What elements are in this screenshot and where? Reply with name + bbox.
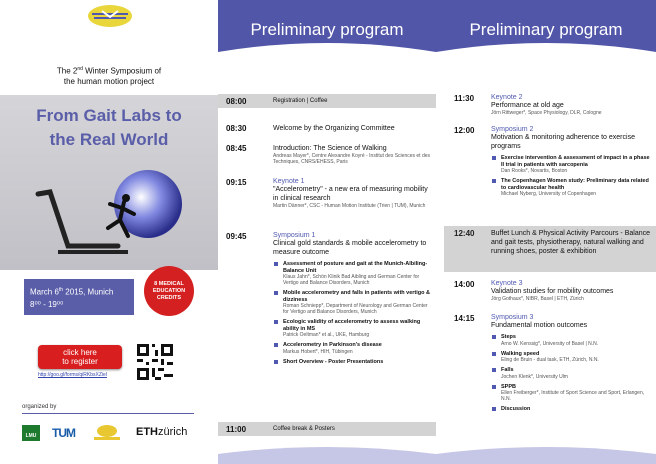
organizer-logos — [22, 425, 200, 443]
talk-item: The Copenhagen Women study: Preliminary data related to cardiovascular health Michael Nyberg, University of Copenhagen — [491, 178, 651, 197]
credits-badge: 8 MEDICAL EDUCATION CREDITS — [144, 266, 194, 316]
panel-title: Preliminary program — [469, 20, 623, 39]
talk-item: Short Overview - Poster Presentations — [273, 359, 433, 366]
talk-item: Discussion — [491, 406, 651, 413]
program-panel-afternoon: Preliminary program 11:30 Keynote 2 Performance at old age Jörn Rittweger*, Space Physiology, DLR, Cologne 12:00 Symposium 2 Motivation & monitoring adherence to exercise programs Exercise intervention & assessment of impact in a phase II trial in patients with sarcopenia Dan Rooks*, Novartis, Boston The Copenhagen Women study: Preliminary data related to cardiovascular health Michael Nyberg, University of Copenhagen 12:40 Buffet Lunch & Physical Activity Parcours - Balance and gait tests, physiotherapy, natural walking and running shoes, poster & exhibition 14:00 Keynote 3 Validation studies for mobility outcomes Jörg Gothaux*, NIBR, Basel | ETH, Zürich 14:15 Symposium 3 Fundamental motion outcomes Steps Arno W. Kenssig*, University of Basel | N.N. Walking speed Eling de Bruin - dual task, ETH, Zürich, N.N. Falls Jochen Klenk*, University Ulm SPPB Ellen Freiberger*, Institute of Sport Science and Sport, Erlangen, N.N. Discussion — [436, 0, 656, 464]
talk-item: Falls Jochen Klenk*, University Ulm — [491, 367, 651, 380]
symposium-heading: The 2nd Winter Symposium of the human motion project — [56, 66, 162, 86]
event-date: March 6th 2015, Munich 8⁰⁰ - 19⁰⁰ — [24, 279, 134, 315]
talk-item: Mobile accelerometry and falls in patients with vertigo & dizziness Roman Schniepp*, Department of Neurology and German Center for Vertigo and Balance Disorders, Munich — [273, 290, 433, 315]
hmp-logo — [84, 3, 136, 29]
talk-item: Exercise intervention & assessment of impact in a phase II trial in patients with sarcopenia Dan Rooks*, Novartis, Boston — [491, 155, 651, 174]
talk-item: Ecologic validity of accelerometry to assess walking ability in MS Patrick Oeltman* et al., UKE, Hamburg — [273, 319, 433, 338]
panel-title: Preliminary program — [250, 20, 404, 39]
talk-item: Walking speed Eling de Bruin - dual task, ETH, Zürich, N.N. — [491, 351, 651, 364]
register-link[interactable]: http://goo.gl/forms/qiRKbsXZiel — [38, 372, 107, 378]
event-title: From Gait Labs to the Real World — [36, 106, 182, 149]
program-panel-morning: Preliminary program 08:00 Registration | Coffee 08:30 Welcome by the Organizing Committee 08:45 Introduction: The Science of Walking Andreas Mayer*, Centre Alexandre Koyré - Institut des Sciences et des Techniques, CNRS/EHESS, Paris 09:15 Keynote 1 "Accelerometry" - a new era of measuring mobility in clinical research Martin Dänner*, CSC - Human Motion Institute (Trien | TUM), Munich 09:45 Symposium 1 Clinical gold standards & mobile accelerometry to measure outcome Assessment of posture and gait at the Munich-Albiling-Balance Unit Klaus Jahn*, Schön Klinik Bad Aibling and German Center for Vertigo and Balance Disorders, Munich Mobile accelerometry and falls in patients with vertigo & dizziness Roman Schniepp*, Department of Neurology and German Center for Vertigo and Balance Disorders, Munich Ecologic validity of accelerometry to assess walking ability in MS Patrick Oeltman* et al., UKE, Hamburg Accelerometry in Parkinson's disease Markus Hobert*, HIH, Tübingen Short Overview - Poster Presentations 11:00 Coffee break & Posters — [218, 0, 436, 464]
cover-panel — [0, 0, 218, 464]
talk-item: Steps Arno W. Kenssig*, University of Basel | N.N. — [491, 334, 651, 347]
schedule-item: 08:00 Registration | Coffee — [218, 94, 436, 108]
divider — [22, 413, 194, 414]
tum-logo: TUM — [52, 426, 75, 440]
partner-logo — [92, 425, 122, 441]
lmu-logo: LMU — [22, 425, 40, 441]
eth-logo: ETHzürich — [136, 426, 188, 438]
header-wave — [218, 38, 436, 62]
register-button[interactable]: click here to register — [38, 345, 122, 369]
talk-item: Assessment of posture and gait at the Munich-Albiling-Balance Unit Klaus Jahn*, Schön Klinik Bad Aibling and German Center for Vertigo and Balance Disorders, Munich — [273, 261, 433, 286]
treadmill-globe-illustration — [28, 168, 198, 260]
footer-wave — [436, 442, 656, 464]
qr-code[interactable] — [137, 344, 173, 380]
lunch-block: 12:40 Buffet Lunch & Physical Activity Parcours - Balance and gait tests, physiotherapy, natural walking and running shoes, poster & exhibition — [444, 226, 656, 272]
organized-by-label: organized by — [22, 404, 57, 410]
talk-item: Accelerometry in Parkinson's disease Markus Hobert*, HIH, Tübingen — [273, 342, 433, 355]
schedule-item: 11:00 Coffee break & Posters — [218, 422, 436, 436]
header-wave — [436, 38, 656, 62]
talk-item: SPPB Ellen Freiberger*, Institute of Sport Science and Sport, Erlangen, N.N. — [491, 384, 651, 403]
footer-wave — [218, 442, 436, 464]
